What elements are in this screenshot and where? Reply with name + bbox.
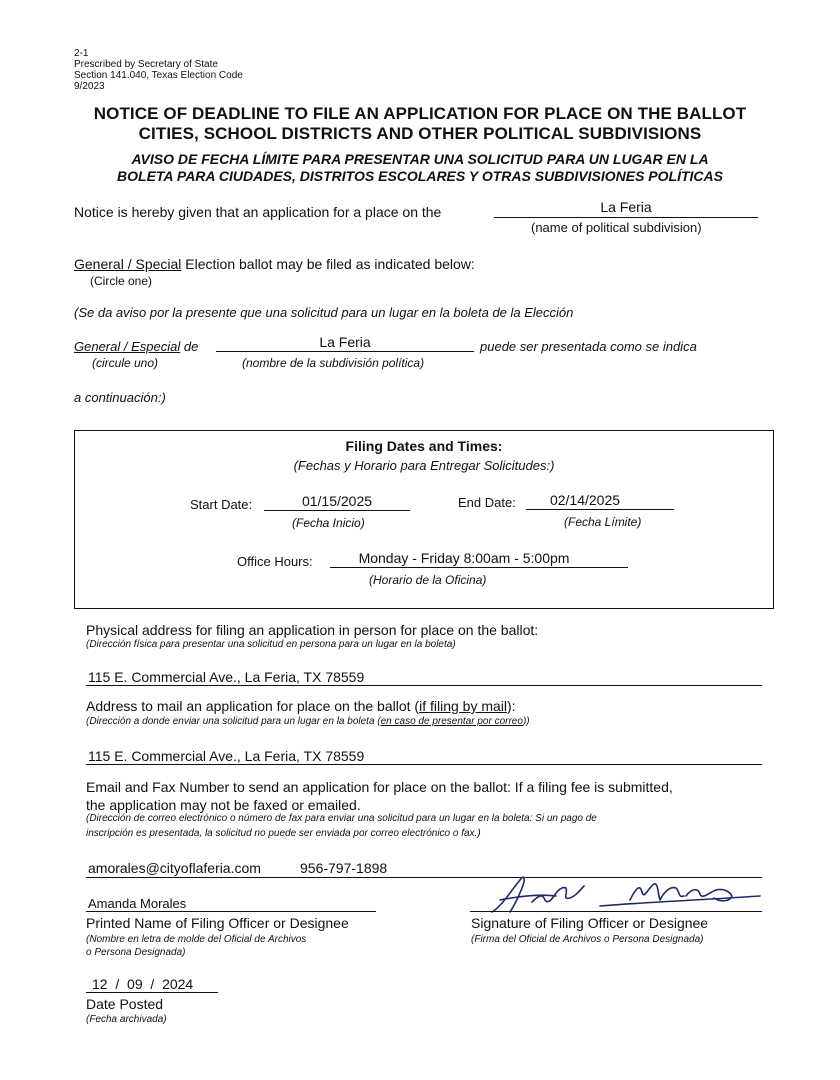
officer-name-label-es-1: (Nombre en letra de molde del Oficial de Archivos <box>86 934 307 945</box>
mail-address-label <box>86 698 516 714</box>
end-date-value[interactable]: 02/14/2025 <box>549 492 621 508</box>
date-posted-label-es: (Fecha archivada) <box>86 1014 167 1025</box>
title-line-2: CITIES, SCHOOL DISTRICTS AND OTHER POLITICAL SUBDIVISIONS <box>138 124 702 143</box>
filing-heading-es: (Fechas y Horario para Entregar Solicitudes:) <box>293 458 555 473</box>
office-hours-line <box>330 567 628 568</box>
revision-date: 9/2023 <box>74 81 105 92</box>
officer-name-label-es-2: o Persona Designada) <box>86 947 186 958</box>
email-label-es-line-1: (Dirección de correo electrónico o número de fax para enviar una solicitud para un lugar en la boleta: Si un pago de <box>86 813 597 824</box>
subdivision-value[interactable]: La Feria <box>600 199 652 215</box>
start-date-label: Start Date: <box>190 497 253 512</box>
circle-one: (Circle one) <box>90 274 153 288</box>
date-posted-month: 12 <box>92 976 108 992</box>
date-posted-line <box>86 992 218 993</box>
mail-address-line <box>86 764 762 765</box>
date-posted-year: 2024 <box>162 976 194 992</box>
subdivision-caption: (name of political subdivision) <box>531 220 702 235</box>
office-hours-caption: (Horario de la Oficina) <box>369 573 487 587</box>
mail-label-es-start: (Dirección a donde enviar una solicitud para un lugar en la boleta ( <box>86 716 381 727</box>
spanish-subdivision-line <box>216 351 474 352</box>
date-posted-value[interactable] <box>92 976 193 992</box>
spanish-continuation: a continuación:) <box>74 390 166 405</box>
spanish-circle: (circule uno) <box>92 356 159 370</box>
spanish-election-line <box>74 339 198 354</box>
subdivision-line <box>494 217 758 218</box>
code-section: Section 141.040, Texas Election Code <box>74 70 243 81</box>
physical-address-label: Physical address for filing an application in person for place on the ballot: <box>86 622 539 638</box>
date-sep-1: / <box>115 976 120 992</box>
spanish-election-type[interactable]: General / Especial <box>74 339 181 354</box>
email-label-line-1: Email and Fax Number to send an application for place on the ballot: If a filing fee is submitted, <box>86 779 673 795</box>
end-date-line <box>526 509 674 510</box>
date-posted-label: Date Posted <box>86 996 164 1012</box>
filing-heading: Filing Dates and Times: <box>345 438 503 454</box>
date-posted-day: 09 <box>127 976 143 992</box>
office-hours-label: Office Hours: <box>237 554 313 569</box>
end-date-label: End Date: <box>458 495 516 510</box>
signature-label: Signature of Filing Officer or Designee <box>471 915 709 931</box>
email-label-es-line-2: inscripción es presentada, la solicitud no puede ser enviada por correo electrónico o fax.) <box>86 828 481 839</box>
spanish-subdivision-caption: (nombre de la subdivisión política) <box>242 356 425 370</box>
spanish-de: de <box>183 339 199 354</box>
email-value[interactable]: amorales@cityoflaferia.com <box>88 860 261 876</box>
notice-intro: Notice is hereby given that an application for a place on the <box>74 204 442 220</box>
start-date-value[interactable]: 01/15/2025 <box>301 493 373 509</box>
form-header <box>74 48 243 92</box>
officer-name-label: Printed Name of Filing Officer or Designee <box>86 915 349 931</box>
prescribed-by: Prescribed by Secretary of State <box>74 59 218 70</box>
election-text: Election ballot may be filed as indicated below: <box>185 256 475 272</box>
physical-address-label-es: (Dirección física para presentar una solicitud en persona para un lugar en la boleta) <box>86 639 456 650</box>
form-number: 2-1 <box>74 48 89 59</box>
email-label-line-2: the application may not be faxed or emailed. <box>86 797 361 813</box>
signature-label-es: (Firma del Oficial de Archivos o Persona Designada) <box>471 934 704 945</box>
mail-label-underlined: if filing by mail <box>419 698 508 714</box>
election-type[interactable]: General / Special <box>74 256 182 272</box>
start-date-line <box>264 510 410 511</box>
spanish-subdivision-value[interactable]: La Feria <box>319 334 371 350</box>
date-sep-2: / <box>150 976 155 992</box>
title-line-1: NOTICE OF DEADLINE TO FILE AN APPLICATION FOR PLACE ON THE BALLOT <box>93 104 747 123</box>
physical-address-value[interactable]: 115 E. Commercial Ave., La Feria, TX 78559 <box>88 669 365 685</box>
fax-value[interactable]: 956-797-1898 <box>300 860 388 876</box>
election-type-line <box>74 256 475 272</box>
mail-label-start: Address to mail an application for place on the ballot ( <box>86 698 420 714</box>
officer-name-line <box>86 911 376 912</box>
mail-address-value[interactable]: 115 E. Commercial Ave., La Feria, TX 78559 <box>88 748 365 764</box>
mail-label-es-underlined: en caso de presentar por correo <box>380 716 523 727</box>
spanish-intro: (Se da aviso por la presente que una solicitud para un lugar en la boleta de la Elección <box>74 305 574 320</box>
subtitle-line-2: BOLETA PARA CIUDADES, DISTRITOS ESCOLARES Y OTRAS SUBDIVISIONES POLÍTICAS <box>117 168 723 184</box>
subtitle-line-1: AVISO DE FECHA LÍMITE PARA PRESENTAR UNA SOLICITUD PARA UN LUGAR EN LA <box>131 151 709 167</box>
start-date-caption: (Fecha Inicio) <box>292 516 365 530</box>
officer-name-value[interactable]: Amanda Morales <box>88 896 187 911</box>
mail-address-label-es <box>86 716 530 727</box>
mail-label-es-end: )) <box>522 716 530 727</box>
end-date-caption: (Fecha Límite) <box>564 515 642 529</box>
physical-address-line <box>86 685 762 686</box>
mail-label-end: ): <box>507 698 516 714</box>
office-hours-value[interactable]: Monday - Friday 8:00am - 5:00pm <box>358 550 570 566</box>
spanish-tail: puede ser presentada como se indica <box>480 339 697 354</box>
signature-line <box>470 911 762 912</box>
